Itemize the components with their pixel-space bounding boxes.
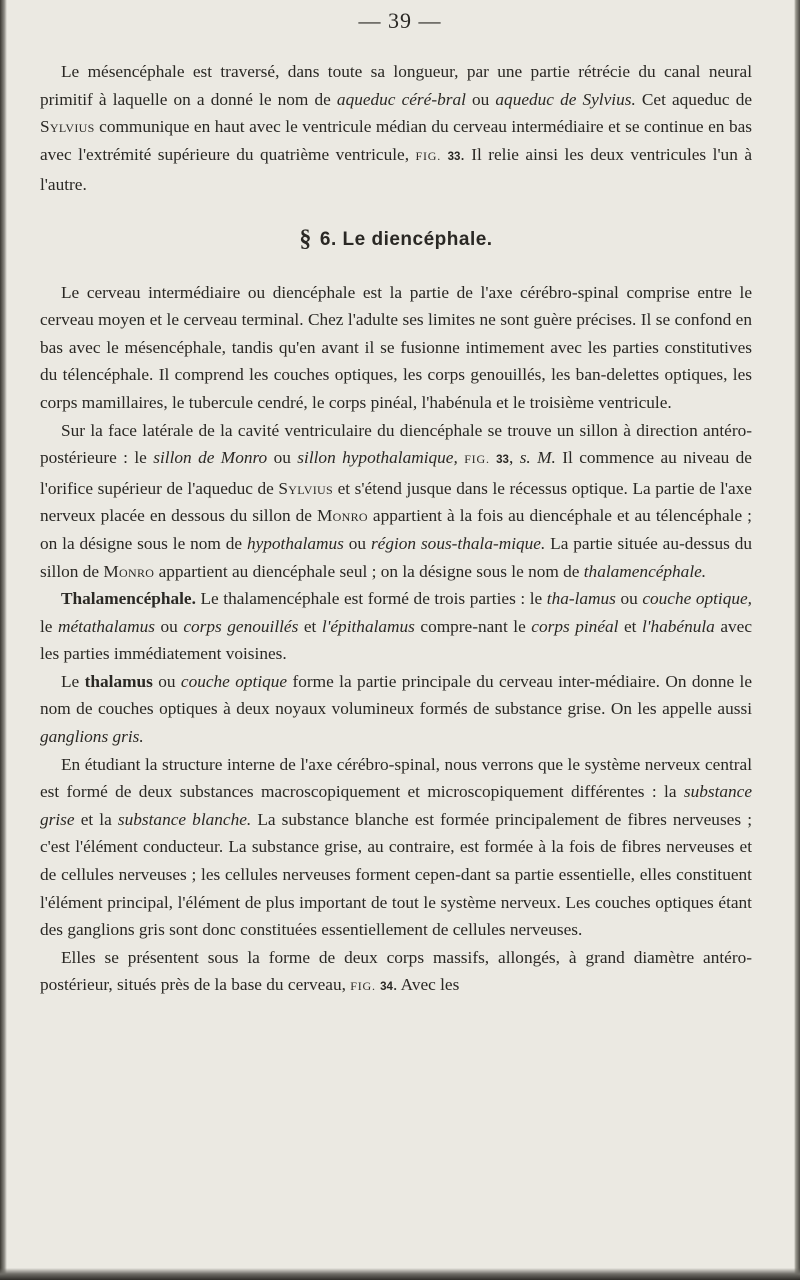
page-edge-left bbox=[0, 0, 7, 1280]
paragraph-mesencephale: Le mésencéphale est traversé, dans toute sa longueur, par une partie rétrécie du canal neural primitif à laquelle on a donné le nom de aqueduc céré-bral ou aqueduc de Sylvius. Cet aqueduc de Sylvius communique en haut avec le ventricule médian du cerveau intermédiaire et se continue en bas avec l'extrémité supérieure du quatrième ventricule, FIG. 33. Il relie ainsi les deux ventricules l'un à l'autre. bbox=[40, 62, 752, 195]
page-body bbox=[40, 58, 752, 1002]
section-heading bbox=[40, 226, 752, 254]
page-edge-bottom bbox=[0, 1268, 800, 1280]
term-ganglions-gris: ganglions gris. bbox=[40, 727, 144, 747]
abbrev-sm: s. M. bbox=[519, 448, 556, 468]
term-habenula: l'habénula bbox=[642, 616, 715, 636]
page-edge-right bbox=[794, 0, 800, 1280]
term-thalamus-bold: thalamus bbox=[84, 671, 153, 691]
term-substance-grise: substance grise bbox=[40, 782, 752, 829]
paragraph-thalamencephale: Thalamencéphale. Le thalamencéphale est formé de trois parties : le tha-lamus ou couche optique, le métathalamus ou corps genouillés et l'épithalamus compre-nant le corps pinéal et l'habénula avec les parties immédiatement voisines. bbox=[40, 589, 753, 664]
figure-number: 33 bbox=[447, 150, 461, 163]
name-sylvius: Sylvius bbox=[278, 478, 333, 498]
term-hypothalamus: hypothalamus bbox=[246, 533, 344, 553]
term-thalamus: tha-lamus bbox=[546, 589, 616, 609]
section-title: 6. Le diencéphale. bbox=[319, 228, 493, 250]
figure-number: 33 bbox=[496, 454, 509, 467]
section-symbol: § bbox=[299, 225, 312, 252]
term-epithalamus: l'épithalamus bbox=[321, 616, 415, 636]
paragraph-corps-massifs: Elles se présentent sous la forme de deux corps massifs, allongés, à grand diamètre antéro-postérieur, situés près de la base du cerveau, FIG. 34. Avec les bbox=[40, 947, 752, 995]
run-in-heading: Thalamencéphale. bbox=[61, 589, 196, 609]
name-monro: Monro bbox=[103, 561, 155, 581]
term-substance-blanche: substance blanche. bbox=[117, 809, 252, 829]
term-sillon-hypothalamique: sillon hypothalamique, bbox=[297, 448, 458, 468]
term-aqueduc-sylvius: aqueduc de Sylvius. bbox=[495, 89, 636, 109]
figure-ref: FIG. bbox=[415, 148, 442, 163]
figure-ref: FIG. bbox=[464, 452, 490, 467]
figure-number: 34 bbox=[380, 981, 393, 994]
name-monro: Monro bbox=[317, 506, 368, 526]
paragraph-substances: En étudiant la structure interne de l'axe cérébro-spinal, nous verrons que le système nerveux central est formé de deux substances macroscopiquement et microscopiquement différentes : la substance grise et la substance blanche. La substance blanche est formée principalement de fibres nerveuses ; c'est l'élément conducteur. La substance grise, au contraire, est formée à la fois de fibres nerveuses et de cellules nerveuses ; les cellules nerveuses forment cepen-dant sa partie essentielle, elles constituent l'élément principal, l'élément de plus important de tout le système nerveux. Les couches optiques étant des ganglions gris sont donc constituées essentiellement de cellules nerveuses. bbox=[40, 754, 752, 940]
term-couche-optique: couche optique bbox=[180, 671, 288, 691]
term-aqueduc-cerebral: aqueduc céré-bral bbox=[336, 89, 466, 109]
paragraph-diencephale-intro: Le cerveau intermédiaire ou diencéphale est la partie de l'axe cérébro-spinal comprise entre le cerveau moyen et le cerveau terminal. Chez l'adulte ses limites ne sont guère précises. Il se confond en bas avec le mésencéphale, tandis qu'en avant il se fusionne intimement avec les parties constitutives du télencéphale. Il comprend les couches optiques, les corps genouillés, les ban-delettes optiques, les corps mamillaires, le tubercule cendré, le corps pinéal, l'habénula et le troisième ventricule. bbox=[40, 282, 752, 412]
term-metathalamus: métathalamus bbox=[58, 616, 155, 636]
paragraph-thalamus: Le thalamus ou couche optique forme la partie principale du cerveau inter-médiaire. On donne le nom de couches optiques à deux noyaux volumineux formés de substance grise. On les appelle aussi ganglions gris. bbox=[40, 671, 753, 747]
term-corps-pineal: corps pinéal bbox=[531, 616, 619, 636]
term-couche-optique: couche optique, bbox=[642, 589, 753, 609]
term-sillon-monro: sillon de Monro bbox=[153, 448, 268, 468]
page-number: — 39 — bbox=[358, 8, 442, 33]
name-sylvius: Sylvius bbox=[40, 117, 95, 137]
term-thalamencephale: thalamencéphale. bbox=[583, 561, 707, 581]
paragraph-sillon-monro: Sur la face latérale de la cavité ventriculaire du diencéphale se trouve un sillon à direction antéro-postérieure : le sillon de Monro ou sillon hypothalamique, FIG. 33, s. M. Il commence au niveau de l'orifice supérieur de l'aqueduc de Sylvius et s'étend jusque dans le récessus optique. La partie de l'axe nerveux placée en dessous du sillon de Monro appartient à la fois au diencéphale et au télencéphale ; on la désigne sous le nom de hypothalamus ou région sous-thala-mique. La partie située au-dessus du sillon de Monro appartient au diencéphale seul ; on la désigne sous le nom de thalamencéphale. bbox=[40, 420, 753, 581]
figure-ref: FIG. bbox=[350, 979, 376, 994]
term-corps-genouilles: corps genouillés bbox=[183, 616, 299, 636]
term-region-sous-thalamique: région sous-thala-mique. bbox=[370, 533, 546, 553]
